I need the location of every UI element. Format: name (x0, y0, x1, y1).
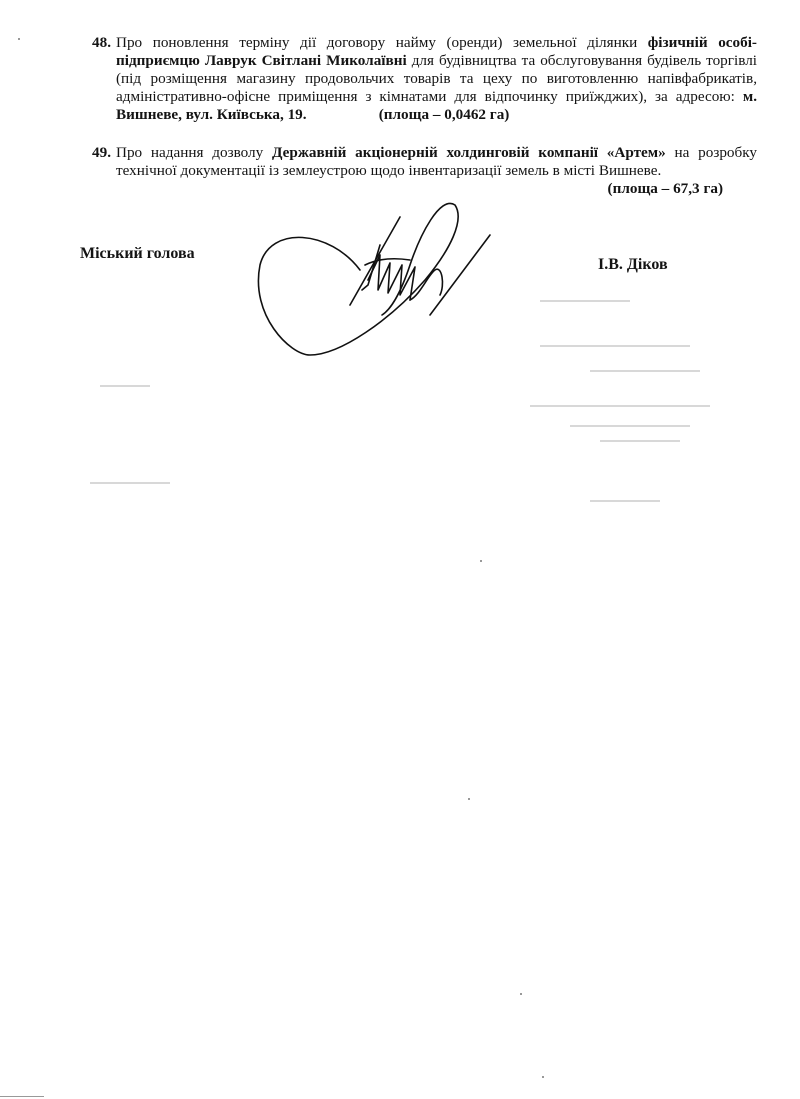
decision-item-49 (92, 144, 757, 198)
item-number: 48. (92, 34, 111, 51)
item-number: 49. (92, 144, 111, 161)
scan-speck (520, 993, 522, 995)
bleed-through-mark (90, 482, 170, 484)
scan-speck (542, 1076, 544, 1078)
bleed-through-mark (100, 385, 150, 387)
item-text-part: на розробку технічної документації із землеустрою щодо інвентаризації земель в місті Вишневе. (116, 144, 758, 179)
bleed-through-mark (570, 425, 690, 427)
bleed-through-mark (530, 405, 710, 407)
scan-speck (18, 38, 20, 40)
bleed-through-mark (540, 345, 690, 347)
bleed-through-mark (540, 300, 630, 302)
bleed-through-mark (590, 370, 700, 372)
scan-speck (468, 798, 470, 800)
decision-item-48 (92, 34, 757, 124)
item-text-part: Про поновлення терміну дії договору найму (оренди) земельної ділянки (116, 34, 648, 51)
signatory-name: І.В. Діков (598, 256, 668, 273)
item-text-part: Про надання дозволу (116, 144, 273, 161)
bleed-through-mark (600, 440, 680, 442)
item-entity: фізичній особі-підприємцю Лаврук Світлані Миколаївні (116, 34, 757, 69)
item-entity: Державній акціонерній холдинговій компанії «Артем» (272, 144, 666, 161)
item-text (116, 144, 757, 180)
item-address: м. Вишневе, вул. Київська, 19. (116, 88, 757, 123)
item-area: (площа – 67,3 га) (607, 180, 723, 197)
item-text-part: для будівництва та обслуговування будівель торгівлі (під розміщення магазину продовольчих товарів та цеху по виготовленню напівфабрикатів, адміністративно-офісне приміщення з кімнатами для відпочинку приїжджих), за адресою: (116, 52, 757, 105)
item-area: (площа – 0,0462 га) (378, 106, 510, 123)
bleed-through-mark (590, 500, 660, 502)
signatory-title: Міський голова (80, 245, 195, 262)
scan-edge-line (0, 1096, 44, 1097)
handwritten-signature (250, 195, 510, 365)
scan-speck (480, 560, 482, 562)
item-text (116, 34, 757, 124)
